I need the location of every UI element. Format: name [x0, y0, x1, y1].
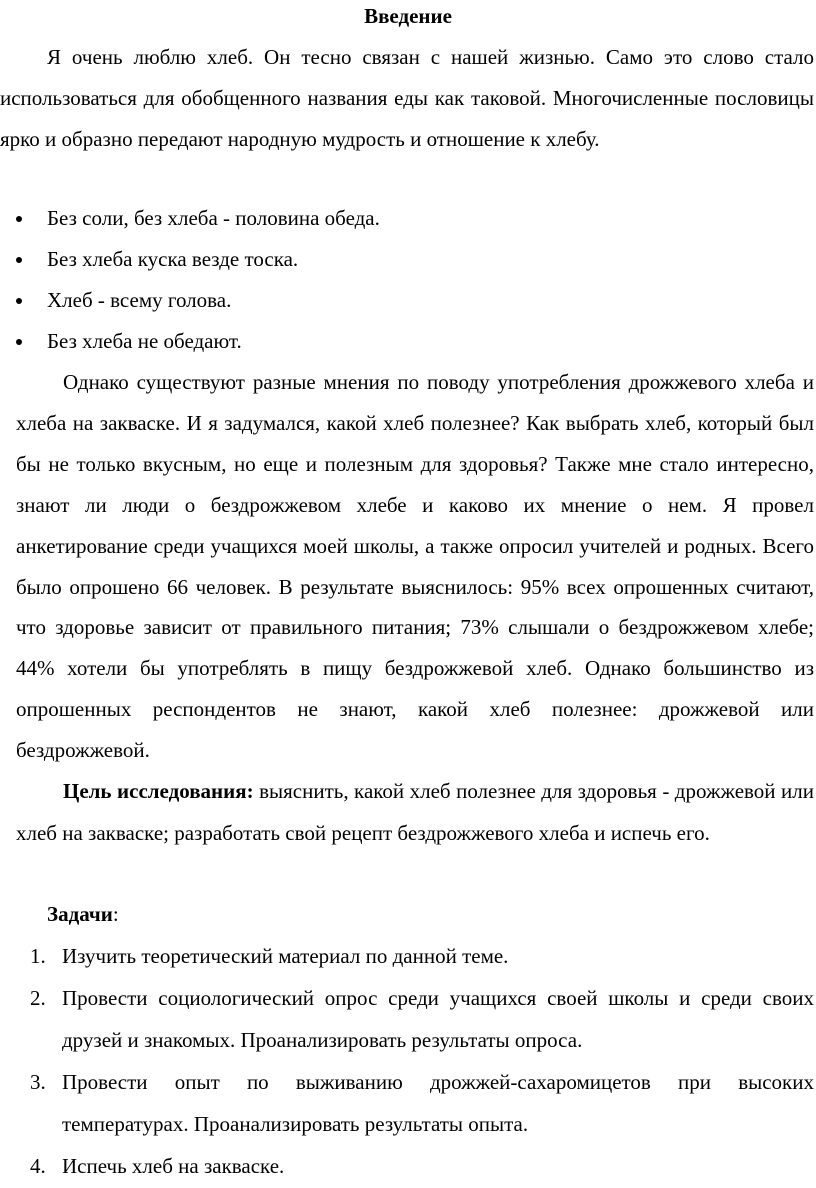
task-text: Изучить теоретический материал по данной теме.	[62, 944, 509, 968]
list-item	[0, 239, 800, 280]
goal-label: Цель исследования:	[63, 779, 254, 803]
proverb-text: Без соли, без хлеба - половина обеда.	[47, 206, 380, 230]
list-item	[0, 198, 800, 239]
task-text: Провести социологический опрос среди учащихся своей школы и среди своих друзей и знакомых. Проанализировать результаты опроса.	[62, 986, 814, 1052]
task-text: Провести опыт по выживанию дрожжей-сахаромицетов при высоких температурах. Проанализировать результаты опыта.	[62, 1070, 814, 1136]
tasks-heading	[47, 893, 119, 935]
list-item	[0, 977, 814, 1061]
list-item	[0, 1145, 814, 1187]
task-number: 1.	[30, 944, 46, 968]
proverb-text: Без хлеба куска везде тоска.	[47, 247, 299, 271]
intro-paragraph: Я очень люблю хлеб. Он тесно связан с нашей жизнью. Само это слово стало использоваться для обобщенного названия еды как таковой. Многочисленные пословицы ярко и образно передают народную мудрость и отношение к хлебу.	[0, 45, 814, 151]
task-number: 4.	[30, 1154, 46, 1178]
bullet-icon	[16, 298, 22, 304]
tasks-colon: :	[112, 902, 119, 926]
page-title: Введение	[364, 4, 452, 28]
list-item	[0, 935, 814, 977]
bullet-icon	[16, 257, 22, 263]
task-text: Испечь хлеб на закваске.	[62, 1154, 285, 1178]
task-number: 2.	[30, 986, 46, 1010]
list-item	[0, 1061, 814, 1145]
goal-paragraph	[16, 770, 814, 854]
list-item	[0, 280, 800, 321]
bullet-icon	[16, 339, 22, 345]
proverbs-list	[0, 198, 800, 362]
bullet-icon	[16, 216, 22, 222]
proverb-text: Без хлеба не обедают.	[47, 329, 242, 353]
tasks-list	[0, 935, 814, 1187]
proverb-text: Хлеб - всему голова.	[47, 288, 232, 312]
tasks-label: Задачи	[47, 902, 113, 926]
body-paragraph: Однако существуют разные мнения по поводу употребления дрожжевого хлеба и хлеба на закваске. И я задумался, какой хлеб полезнее? Как выбрать хлеб, который был бы не только вкусным, но еще и полезным для здоровья? Также мне стало интересно, знают ли люди о бездрожжевом хлебе и каково их мнение о нем. Я провел анкетирование среди учащихся моей школы, а также опросил учителей и родных. Всего было опрошено 66 человек. В результате выяснилось: 95% всех опрошенных считают, что здоровье зависит от правильного питания; 73% слышали о бездрожжевом хлебе; 44% хотели бы употреблять в пищу бездрожжевой хлеб. Однако большинство из опрошенных респондентов не знают, какой хлеб полезнее: дрожжевой или бездрожжевой.	[16, 370, 814, 763]
task-number: 3.	[30, 1070, 46, 1094]
goal-text: выяснить, какой хлеб полезнее для здоровья - дрожжевой или хлеб на закваске; разработать свой рецепт бездрожжевого хлеба и испечь его.	[16, 779, 814, 845]
list-item	[0, 321, 800, 362]
